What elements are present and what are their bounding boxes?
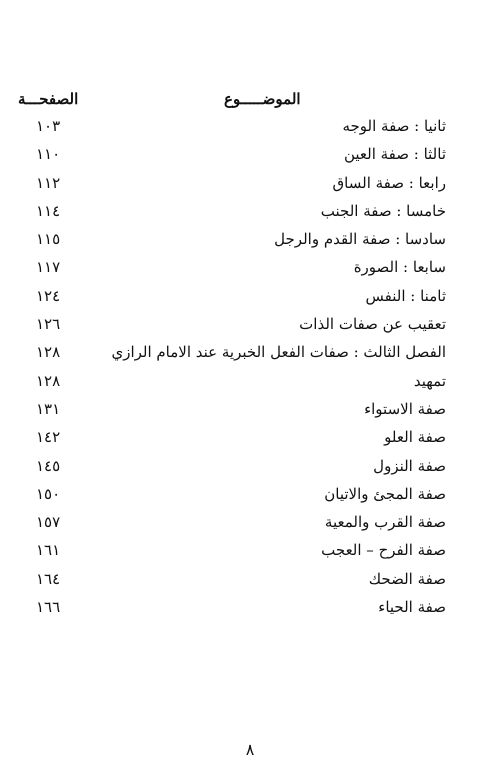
toc-entry-page: ١٥٧ [36,513,61,532]
toc-entry-title: سابعا : الصورة [353,258,446,277]
toc-entry-title: ثانيا : صفة الوجه [342,117,446,135]
toc-entry [0,343,500,371]
toc-entry-page: ١٦١ [36,541,61,560]
toc-entry-title: خامسا : صفة الجنب [320,201,446,220]
toc-entry-page: ١٢٨ [36,371,61,390]
toc-entry-title: الفصل الثالث : صفات الفعل الخبرية عند الامام الرازي [111,343,446,362]
toc-entry-page: ١٠٣ [36,117,61,135]
toc-entry-page: ١٣١ [36,399,61,418]
toc-header [0,90,500,114]
toc-entry-page: ١٤٢ [36,428,61,447]
toc-entry-page: ١٢٤ [36,286,61,305]
toc-entry [0,598,500,626]
page-number: ٨ [245,740,255,759]
toc-entry [0,258,500,286]
toc-entry [0,570,500,598]
toc-entry [0,428,500,456]
toc-entry-page: ١٤٥ [36,456,61,475]
toc-entry-title: صفة العلو [384,428,446,447]
toc-entry [0,202,500,230]
toc-entry-title: ثالثا : صفة العين [343,145,446,164]
page-column-heading: الصفحـــة [18,90,79,108]
toc-entry-title: صفة القرب والمعية [324,513,446,532]
toc-entry [0,287,500,315]
toc-entry-page: ١١٧ [36,258,61,277]
toc-entry-title: صفة الضحك [368,569,446,588]
toc-entry-page: ١١٢ [36,173,61,192]
toc-entry [0,315,500,343]
toc-entry [0,230,500,258]
toc-entry-title: صفة الحياء [378,598,446,617]
toc-entry-page: ١٢٦ [36,315,61,334]
toc-entry-page: ١٥٠ [36,484,61,503]
topic-column-heading: الموضـــــوع [224,90,301,108]
toc-entry-title: رابعا : صفة الساق [332,173,446,192]
toc-entry [0,174,500,202]
toc-entry [0,145,500,173]
toc-entry-title: سادسا : صفة القدم والرجل [274,230,446,249]
toc-entry-title: صفة الاستواء [364,399,446,418]
toc-entry-title: صفة النزول [373,456,446,475]
toc-entry-title: صفة الفرح – العجب [321,541,446,560]
table-of-contents [0,117,500,626]
toc-entry-page: ١٦٤ [36,569,61,588]
toc-entry-title: تعقيب عن صفات الذات [299,315,446,334]
toc-entry [0,457,500,485]
toc-entry [0,400,500,428]
toc-entry [0,541,500,569]
toc-entry-title: صفة المجئ والاتيان [324,484,446,503]
toc-entry-title: ثامنا : النفس [365,286,446,305]
toc-entry [0,513,500,541]
toc-entry-title: تمهيد [413,371,446,390]
toc-entry [0,485,500,513]
toc-entry-page: ١١٤ [36,201,61,220]
toc-entry-page: ١٦٦ [36,598,61,617]
toc-entry-page: ١٢٨ [36,343,61,362]
toc-entry-page: ١١٠ [36,145,61,164]
toc-entry [0,372,500,400]
toc-entry-page: ١١٥ [36,230,61,249]
toc-entry [0,117,500,145]
